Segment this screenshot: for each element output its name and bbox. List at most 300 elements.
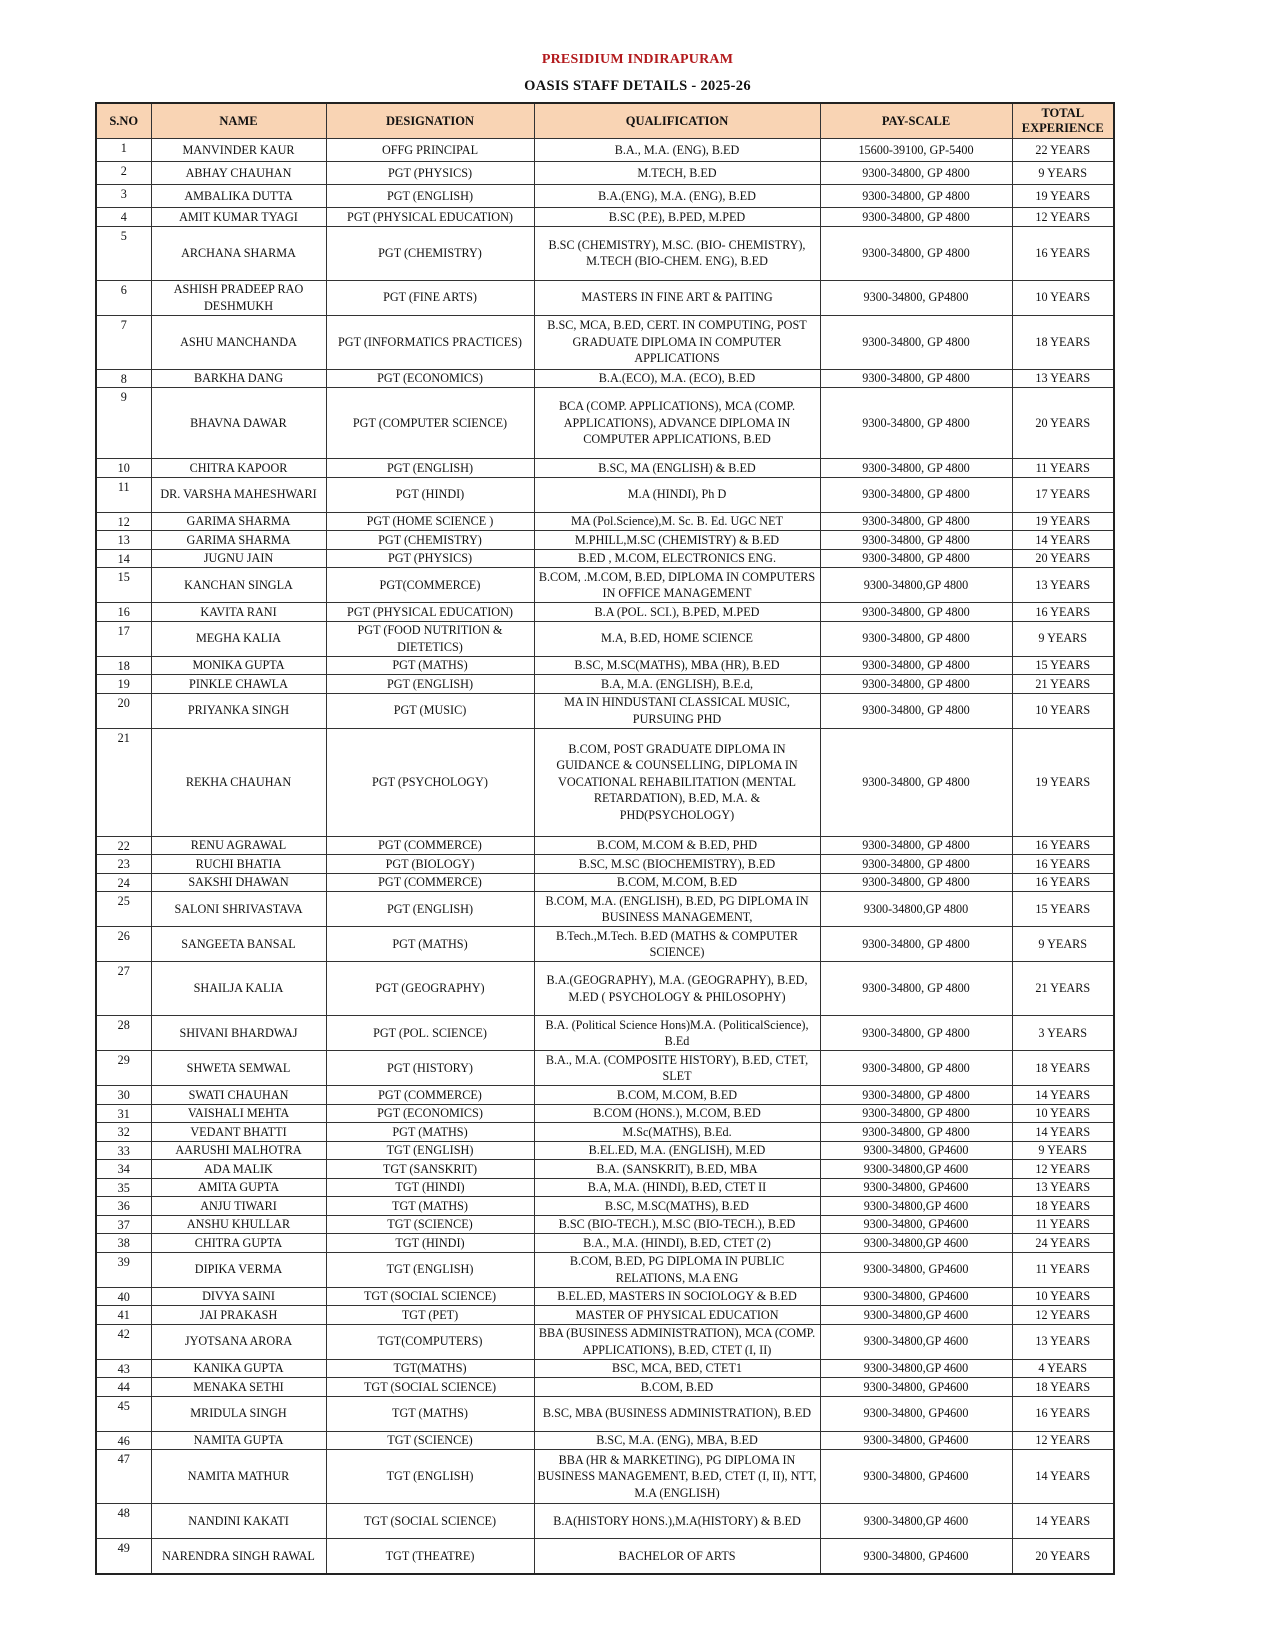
cell-sno: 21: [96, 728, 151, 836]
table-row: [96, 1178, 1114, 1197]
cell-qualification: M.A (HINDI), Ph D: [534, 477, 820, 512]
cell-name: SANGEETA BANSAL: [151, 927, 326, 962]
cell-sno: 4: [96, 208, 151, 227]
cell-experience: 16 YEARS: [1012, 873, 1114, 892]
cell-pay-scale: 9300-34800, GP 4800: [820, 162, 1012, 185]
cell-designation: PGT (ENGLISH): [326, 185, 534, 208]
cell-name: KAVITA RANI: [151, 603, 326, 622]
cell-designation: TGT (SCIENCE): [326, 1215, 534, 1234]
cell-name: ASHISH PRADEEP RAO DESHMUKH: [151, 280, 326, 315]
cell-pay-scale: 9300-34800, GP 4800: [820, 728, 1012, 836]
cell-designation: PGT (ECONOMICS): [326, 1104, 534, 1123]
cell-pay-scale: 9300-34800,GP 4600: [820, 1306, 1012, 1325]
table-row: [96, 512, 1114, 531]
cell-pay-scale: 9300-34800,GP 4600: [820, 1160, 1012, 1179]
cell-experience: 9 YEARS: [1012, 621, 1114, 656]
cell-pay-scale: 9300-34800, GP 4800: [820, 621, 1012, 656]
cell-sno: 49: [96, 1539, 151, 1574]
cell-qualification: B.SC, MCA, B.ED, CERT. IN COMPUTING, POST GRADUATE DIPLOMA IN COMPUTER APPLICATIONS: [534, 315, 820, 369]
cell-sno: 25: [96, 892, 151, 927]
cell-experience: 4 YEARS: [1012, 1359, 1114, 1378]
cell-designation: PGT (MATHS): [326, 1123, 534, 1142]
cell-designation: TGT (HINDI): [326, 1178, 534, 1197]
cell-experience: 11 YEARS: [1012, 459, 1114, 478]
cell-pay-scale: 9300-34800, GP 4800: [820, 693, 1012, 728]
cell-name: SHAILJA KALIA: [151, 962, 326, 1016]
cell-qualification: B.A.(GEOGRAPHY), M.A. (GEOGRAPHY), B.ED, M.ED ( PSYCHOLOGY & PHILOSOPHY): [534, 962, 820, 1016]
cell-designation: TGT (PET): [326, 1306, 534, 1325]
cell-designation: TGT (SOCIAL SCIENCE): [326, 1287, 534, 1306]
cell-pay-scale: 9300-34800,GP 4600: [820, 1197, 1012, 1216]
cell-qualification: B.A (POL. SCI.), B.PED, M.PED: [534, 603, 820, 622]
cell-qualification: B.A., M.A. (COMPOSITE HISTORY), B.ED, CTET, SLET: [534, 1051, 820, 1086]
cell-sno: 40: [96, 1287, 151, 1306]
cell-pay-scale: 9300-34800, GP 4800: [820, 512, 1012, 531]
cell-experience: 20 YEARS: [1012, 549, 1114, 568]
cell-qualification: B.COM, .M.COM, B.ED, DIPLOMA IN COMPUTERS IN OFFICE MANAGEMENT: [534, 568, 820, 603]
table-row: [96, 280, 1114, 315]
cell-designation: PGT (HOME SCIENCE ): [326, 512, 534, 531]
cell-pay-scale: 9300-34800, GP 4800: [820, 388, 1012, 459]
cell-designation: PGT (HISTORY): [326, 1051, 534, 1086]
cell-designation: PGT (GEOGRAPHY): [326, 962, 534, 1016]
cell-designation: TGT (SOCIAL SCIENCE): [326, 1378, 534, 1397]
cell-sno: 34: [96, 1160, 151, 1179]
table-row: [96, 1141, 1114, 1160]
cell-name: AMIT KUMAR TYAGI: [151, 208, 326, 227]
cell-designation: PGT (MATHS): [326, 927, 534, 962]
cell-qualification: B.Tech.,M.Tech. B.ED (MATHS & COMPUTER SCIENCE): [534, 927, 820, 962]
cell-name: SHWETA SEMWAL: [151, 1051, 326, 1086]
cell-sno: 32: [96, 1123, 151, 1142]
cell-pay-scale: 9300-34800, GP 4800: [820, 675, 1012, 694]
cell-sno: 24: [96, 873, 151, 892]
cell-designation: PGT (ENGLISH): [326, 459, 534, 478]
cell-designation: PGT (ENGLISH): [326, 675, 534, 694]
cell-qualification: B.A., M.A. (HINDI), B.ED, CTET (2): [534, 1234, 820, 1253]
table-row: [96, 927, 1114, 962]
cell-experience: 18 YEARS: [1012, 1051, 1114, 1086]
cell-name: NAMITA MATHUR: [151, 1450, 326, 1504]
cell-name: MEGHA KALIA: [151, 621, 326, 656]
cell-experience: 16 YEARS: [1012, 603, 1114, 622]
cell-experience: 20 YEARS: [1012, 388, 1114, 459]
cell-experience: 24 YEARS: [1012, 1234, 1114, 1253]
cell-pay-scale: 9300-34800, GP 4800: [820, 1051, 1012, 1086]
cell-designation: TGT(MATHS): [326, 1359, 534, 1378]
table-row: [96, 1252, 1114, 1287]
cell-experience: 14 YEARS: [1012, 531, 1114, 550]
table-row: [96, 962, 1114, 1016]
cell-sno: 29: [96, 1051, 151, 1086]
cell-experience: 12 YEARS: [1012, 1160, 1114, 1179]
cell-pay-scale: 9300-34800, GP 4800: [820, 1086, 1012, 1105]
cell-pay-scale: 9300-34800, GP 4800: [820, 185, 1012, 208]
table-row: [96, 226, 1114, 280]
cell-designation: TGT (MATHS): [326, 1396, 534, 1431]
cell-designation: PGT (PSYCHOLOGY): [326, 728, 534, 836]
cell-designation: TGT (SCIENCE): [326, 1431, 534, 1450]
cell-experience: 13 YEARS: [1012, 568, 1114, 603]
cell-qualification: M.PHILL,M.SC (CHEMISTRY) & B.ED: [534, 531, 820, 550]
table-row: [96, 1086, 1114, 1105]
table-row: [96, 855, 1114, 874]
table-header-row: [96, 103, 1114, 139]
cell-pay-scale: 9300-34800, GP 4800: [820, 459, 1012, 478]
cell-designation: PGT (MATHS): [326, 656, 534, 675]
cell-designation: PGT (ECONOMICS): [326, 369, 534, 388]
cell-sno: 18: [96, 656, 151, 675]
cell-sno: 16: [96, 603, 151, 622]
cell-name: SALONI SHRIVASTAVA: [151, 892, 326, 927]
cell-pay-scale: 9300-34800, GP 4800: [820, 836, 1012, 855]
cell-qualification: B.COM, B.ED: [534, 1378, 820, 1397]
cell-name: ANJU TIWARI: [151, 1197, 326, 1216]
cell-name: VAISHALI MEHTA: [151, 1104, 326, 1123]
cell-pay-scale: 9300-34800, GP 4800: [820, 962, 1012, 1016]
cell-qualification: M.TECH, B.ED: [534, 162, 820, 185]
cell-pay-scale: 9300-34800, GP 4800: [820, 873, 1012, 892]
cell-pay-scale: 9300-34800,GP 4600: [820, 1359, 1012, 1378]
cell-designation: PGT (CHEMISTRY): [326, 531, 534, 550]
cell-qualification: B.SC, M.SC(MATHS), B.ED: [534, 1197, 820, 1216]
cell-name: JAI PRAKASH: [151, 1306, 326, 1325]
cell-designation: OFFG PRINCIPAL: [326, 139, 534, 162]
cell-name: DR. VARSHA MAHESHWARI: [151, 477, 326, 512]
cell-designation: PGT (COMMERCE): [326, 836, 534, 855]
staff-table: [95, 102, 1115, 1575]
cell-name: BHAVNA DAWAR: [151, 388, 326, 459]
cell-qualification: B.A.(ENG), M.A. (ENG), B.ED: [534, 185, 820, 208]
cell-experience: 10 YEARS: [1012, 280, 1114, 315]
cell-experience: 16 YEARS: [1012, 855, 1114, 874]
table-row: [96, 728, 1114, 836]
cell-designation: PGT (COMMERCE): [326, 1086, 534, 1105]
cell-name: KANCHAN SINGLA: [151, 568, 326, 603]
table-row: [96, 459, 1114, 478]
cell-qualification: B.COM, B.ED, PG DIPLOMA IN PUBLIC RELATIONS, M.A ENG: [534, 1252, 820, 1287]
cell-sno: 11: [96, 477, 151, 512]
cell-name: NARENDRA SINGH RAWAL: [151, 1539, 326, 1574]
cell-qualification: B.SC (P.E), B.PED, M.PED: [534, 208, 820, 227]
cell-sno: 28: [96, 1016, 151, 1051]
table-row: [96, 1051, 1114, 1086]
table-row: [96, 603, 1114, 622]
cell-designation: TGT (MATHS): [326, 1197, 534, 1216]
cell-experience: 19 YEARS: [1012, 728, 1114, 836]
cell-experience: 15 YEARS: [1012, 892, 1114, 927]
cell-name: GARIMA SHARMA: [151, 531, 326, 550]
cell-qualification: B.SC, M.SC(MATHS), MBA (HR), B.ED: [534, 656, 820, 675]
cell-sno: 33: [96, 1141, 151, 1160]
cell-sno: 42: [96, 1324, 151, 1359]
document-title: OASIS STAFF DETAILS - 2025-26: [524, 78, 751, 94]
cell-sno: 6: [96, 280, 151, 315]
cell-pay-scale: 9300-34800,GP 4600: [820, 1504, 1012, 1539]
table-row: [96, 162, 1114, 185]
cell-experience: 14 YEARS: [1012, 1123, 1114, 1142]
cell-sno: 41: [96, 1306, 151, 1325]
cell-name: JYOTSANA ARORA: [151, 1324, 326, 1359]
cell-pay-scale: 9300-34800, GP 4800: [820, 927, 1012, 962]
cell-qualification: B.COM (HONS.), M.COM, B.ED: [534, 1104, 820, 1123]
cell-qualification: MA (Pol.Science),M. Sc. B. Ed. UGC NET: [534, 512, 820, 531]
cell-qualification: B.SC, M.A. (ENG), MBA, B.ED: [534, 1431, 820, 1450]
table-row: [96, 1234, 1114, 1253]
cell-pay-scale: 9300-34800, GP 4800: [820, 603, 1012, 622]
cell-sno: 23: [96, 855, 151, 874]
cell-experience: 9 YEARS: [1012, 1141, 1114, 1160]
table-row: [96, 477, 1114, 512]
cell-qualification: B.SC (BIO-TECH.), M.SC (BIO-TECH.), B.ED: [534, 1215, 820, 1234]
table-row: [96, 1287, 1114, 1306]
cell-experience: 13 YEARS: [1012, 1324, 1114, 1359]
cell-pay-scale: 9300-34800,GP 4800: [820, 892, 1012, 927]
cell-experience: 22 YEARS: [1012, 139, 1114, 162]
table-row: [96, 675, 1114, 694]
cell-name: SAKSHI DHAWAN: [151, 873, 326, 892]
cell-name: ASHU MANCHANDA: [151, 315, 326, 369]
cell-pay-scale: 9300-34800, GP4600: [820, 1396, 1012, 1431]
cell-designation: TGT (ENGLISH): [326, 1450, 534, 1504]
cell-name: ANSHU KHULLAR: [151, 1215, 326, 1234]
cell-qualification: B.EL.ED, M.A. (ENGLISH), M.ED: [534, 1141, 820, 1160]
cell-designation: PGT (HINDI): [326, 477, 534, 512]
cell-designation: PGT (ENGLISH): [326, 892, 534, 927]
table-row: [96, 656, 1114, 675]
cell-qualification: MA IN HINDUSTANI CLASSICAL MUSIC, PURSUING PHD: [534, 693, 820, 728]
cell-sno: 2: [96, 162, 151, 185]
cell-name: REKHA CHAUHAN: [151, 728, 326, 836]
cell-pay-scale: 9300-34800, GP 4800: [820, 549, 1012, 568]
cell-designation: PGT (POL. SCIENCE): [326, 1016, 534, 1051]
header-total-experience: TOTAL EXPERIENCE: [1012, 103, 1114, 139]
table-row: [96, 1450, 1114, 1504]
cell-pay-scale: 9300-34800, GP 4800: [820, 208, 1012, 227]
cell-qualification: BACHELOR OF ARTS: [534, 1539, 820, 1574]
table-row: [96, 1016, 1114, 1051]
cell-name: AMBALIKA DUTTA: [151, 185, 326, 208]
cell-qualification: BSC, MCA, BED, CTET1: [534, 1359, 820, 1378]
cell-pay-scale: 9300-34800,GP 4800: [820, 568, 1012, 603]
cell-pay-scale: 9300-34800, GP 4800: [820, 1104, 1012, 1123]
cell-experience: 9 YEARS: [1012, 927, 1114, 962]
cell-name: SHIVANI BHARDWAJ: [151, 1016, 326, 1051]
table-row: [96, 1123, 1114, 1142]
cell-qualification: B.SC, MBA (BUSINESS ADMINISTRATION), B.ED: [534, 1396, 820, 1431]
cell-qualification: B.A., M.A. (ENG), B.ED: [534, 139, 820, 162]
table-row: [96, 836, 1114, 855]
cell-qualification: B.COM, M.COM, B.ED: [534, 873, 820, 892]
cell-experience: 14 YEARS: [1012, 1504, 1114, 1539]
cell-pay-scale: 9300-34800, GP4600: [820, 1450, 1012, 1504]
cell-name: MENAKA SETHI: [151, 1378, 326, 1397]
cell-experience: 16 YEARS: [1012, 226, 1114, 280]
table-row: [96, 1504, 1114, 1539]
cell-experience: 10 YEARS: [1012, 1287, 1114, 1306]
cell-name: CHITRA GUPTA: [151, 1234, 326, 1253]
table-row: [96, 315, 1114, 369]
cell-name: AARUSHI MALHOTRA: [151, 1141, 326, 1160]
cell-sno: 30: [96, 1086, 151, 1105]
cell-pay-scale: 9300-34800, GP4600: [820, 1287, 1012, 1306]
cell-experience: 10 YEARS: [1012, 1104, 1114, 1123]
cell-qualification: B.COM, POST GRADUATE DIPLOMA IN GUIDANCE & COUNSELLING, DIPLOMA IN VOCATIONAL REHABILITATION (MENTAL RETARDATION), B.ED, M.A. & PHD(PSYCHOLOGY): [534, 728, 820, 836]
cell-sno: 12: [96, 512, 151, 531]
cell-name: CHITRA KAPOOR: [151, 459, 326, 478]
header-pay-scale: PAY-SCALE: [820, 103, 1012, 139]
cell-qualification: B.A.(ECO), M.A. (ECO), B.ED: [534, 369, 820, 388]
cell-sno: 7: [96, 315, 151, 369]
cell-designation: PGT (FOOD NUTRITION & DIETETICS): [326, 621, 534, 656]
cell-pay-scale: 9300-34800, GP4600: [820, 1431, 1012, 1450]
cell-sno: 10: [96, 459, 151, 478]
cell-pay-scale: 9300-34800, GP4600: [820, 1378, 1012, 1397]
cell-qualification: B.SC, M.SC (BIOCHEMISTRY), B.ED: [534, 855, 820, 874]
cell-experience: 16 YEARS: [1012, 1396, 1114, 1431]
cell-sno: 17: [96, 621, 151, 656]
cell-sno: 5: [96, 226, 151, 280]
cell-name: MANVINDER KAUR: [151, 139, 326, 162]
cell-sno: 14: [96, 549, 151, 568]
cell-pay-scale: 9300-34800, GP 4800: [820, 1016, 1012, 1051]
cell-qualification: B.SC, MA (ENGLISH) & B.ED: [534, 459, 820, 478]
cell-experience: 15 YEARS: [1012, 656, 1114, 675]
cell-qualification: B.A. (SANSKRIT), B.ED, MBA: [534, 1160, 820, 1179]
table-row: [96, 873, 1114, 892]
cell-qualification: B.COM, M.COM, B.ED: [534, 1086, 820, 1105]
cell-sno: 19: [96, 675, 151, 694]
cell-qualification: M.Sc(MATHS), B.Ed.: [534, 1123, 820, 1142]
cell-name: ARCHANA SHARMA: [151, 226, 326, 280]
cell-qualification: B.A. (Political Science Hons)M.A. (PoliticalScience), B.Ed: [534, 1016, 820, 1051]
cell-name: BARKHA DANG: [151, 369, 326, 388]
cell-pay-scale: 9300-34800, GP4600: [820, 1141, 1012, 1160]
cell-experience: 11 YEARS: [1012, 1215, 1114, 1234]
cell-experience: 11 YEARS: [1012, 1252, 1114, 1287]
table-row: [96, 369, 1114, 388]
cell-designation: PGT (BIOLOGY): [326, 855, 534, 874]
table-row: [96, 1431, 1114, 1450]
cell-name: NANDINI KAKATI: [151, 1504, 326, 1539]
cell-pay-scale: 9300-34800, GP 4800: [820, 855, 1012, 874]
cell-name: RENU AGRAWAL: [151, 836, 326, 855]
cell-name: JUGNU JAIN: [151, 549, 326, 568]
table-row: [96, 693, 1114, 728]
header-designation: DESIGNATION: [326, 103, 534, 139]
cell-pay-scale: 9300-34800, GP4600: [820, 1215, 1012, 1234]
cell-designation: TGT (THEATRE): [326, 1539, 534, 1574]
header-sno: S.NO: [96, 103, 151, 139]
table-row: [96, 1539, 1114, 1574]
table-row: [96, 621, 1114, 656]
cell-designation: PGT (MUSIC): [326, 693, 534, 728]
table-row: [96, 1197, 1114, 1216]
cell-qualification: B.COM, M.COM & B.ED, PHD: [534, 836, 820, 855]
cell-qualification: BCA (COMP. APPLICATIONS), MCA (COMP. APPLICATIONS), ADVANCE DIPLOMA IN COMPUTER APPLICATIONS, B.ED: [534, 388, 820, 459]
cell-sno: 1: [96, 139, 151, 162]
cell-pay-scale: 9300-34800, GP 4800: [820, 656, 1012, 675]
cell-sno: 47: [96, 1450, 151, 1504]
table-row: [96, 185, 1114, 208]
cell-name: MONIKA GUPTA: [151, 656, 326, 675]
cell-experience: 19 YEARS: [1012, 185, 1114, 208]
cell-name: RUCHI BHATIA: [151, 855, 326, 874]
cell-experience: 14 YEARS: [1012, 1086, 1114, 1105]
cell-name: DIPIKA VERMA: [151, 1252, 326, 1287]
cell-experience: 21 YEARS: [1012, 675, 1114, 694]
cell-sno: 39: [96, 1252, 151, 1287]
cell-name: ADA MALIK: [151, 1160, 326, 1179]
table-row: [96, 1306, 1114, 1325]
cell-pay-scale: 9300-34800, GP 4800: [820, 315, 1012, 369]
cell-sno: 46: [96, 1431, 151, 1450]
cell-designation: TGT (HINDI): [326, 1234, 534, 1253]
cell-sno: 22: [96, 836, 151, 855]
cell-sno: 13: [96, 531, 151, 550]
cell-sno: 44: [96, 1378, 151, 1397]
cell-pay-scale: 9300-34800, GP 4800: [820, 226, 1012, 280]
table-row: [96, 892, 1114, 927]
cell-designation: TGT (SOCIAL SCIENCE): [326, 1504, 534, 1539]
table-row: [96, 1378, 1114, 1397]
cell-experience: 9 YEARS: [1012, 162, 1114, 185]
cell-sno: 35: [96, 1178, 151, 1197]
cell-designation: PGT (PHYSICAL EDUCATION): [326, 208, 534, 227]
cell-pay-scale: 9300-34800, GP 4800: [820, 477, 1012, 512]
cell-pay-scale: 9300-34800, GP 4800: [820, 531, 1012, 550]
cell-experience: 16 YEARS: [1012, 836, 1114, 855]
cell-sno: 31: [96, 1104, 151, 1123]
table-row: [96, 1324, 1114, 1359]
cell-qualification: B.SC (CHEMISTRY), M.SC. (BIO- CHEMISTRY), M.TECH (BIO-CHEM. ENG), B.ED: [534, 226, 820, 280]
cell-pay-scale: 9300-34800, GP 4800: [820, 369, 1012, 388]
header-qualification: QUALIFICATION: [534, 103, 820, 139]
table-row: [96, 1104, 1114, 1123]
cell-sno: 27: [96, 962, 151, 1016]
cell-name: SWATI CHAUHAN: [151, 1086, 326, 1105]
cell-experience: 12 YEARS: [1012, 208, 1114, 227]
table-row: [96, 1359, 1114, 1378]
cell-experience: 18 YEARS: [1012, 1197, 1114, 1216]
table-row: [96, 208, 1114, 227]
cell-qualification: B.EL.ED, MASTERS IN SOCIOLOGY & B.ED: [534, 1287, 820, 1306]
cell-designation: PGT(COMMERCE): [326, 568, 534, 603]
cell-designation: PGT (CHEMISTRY): [326, 226, 534, 280]
cell-name: DIVYA SAINI: [151, 1287, 326, 1306]
cell-designation: PGT (COMMERCE): [326, 873, 534, 892]
cell-experience: 12 YEARS: [1012, 1306, 1114, 1325]
cell-name: PINKLE CHAWLA: [151, 675, 326, 694]
cell-designation: TGT (SANSKRIT): [326, 1160, 534, 1179]
cell-designation: PGT (PHYSICS): [326, 549, 534, 568]
cell-pay-scale: 9300-34800, GP4600: [820, 1539, 1012, 1574]
cell-name: PRIYANKA SINGH: [151, 693, 326, 728]
table-row: [96, 568, 1114, 603]
table-row: [96, 1396, 1114, 1431]
cell-sno: 26: [96, 927, 151, 962]
cell-experience: 3 YEARS: [1012, 1016, 1114, 1051]
cell-experience: 13 YEARS: [1012, 1178, 1114, 1197]
table-row: [96, 388, 1114, 459]
cell-experience: 10 YEARS: [1012, 693, 1114, 728]
cell-sno: 3: [96, 185, 151, 208]
cell-designation: PGT (COMPUTER SCIENCE): [326, 388, 534, 459]
cell-sno: 43: [96, 1359, 151, 1378]
cell-sno: 45: [96, 1396, 151, 1431]
cell-qualification: MASTERS IN FINE ART & PAITING: [534, 280, 820, 315]
cell-sno: 48: [96, 1504, 151, 1539]
